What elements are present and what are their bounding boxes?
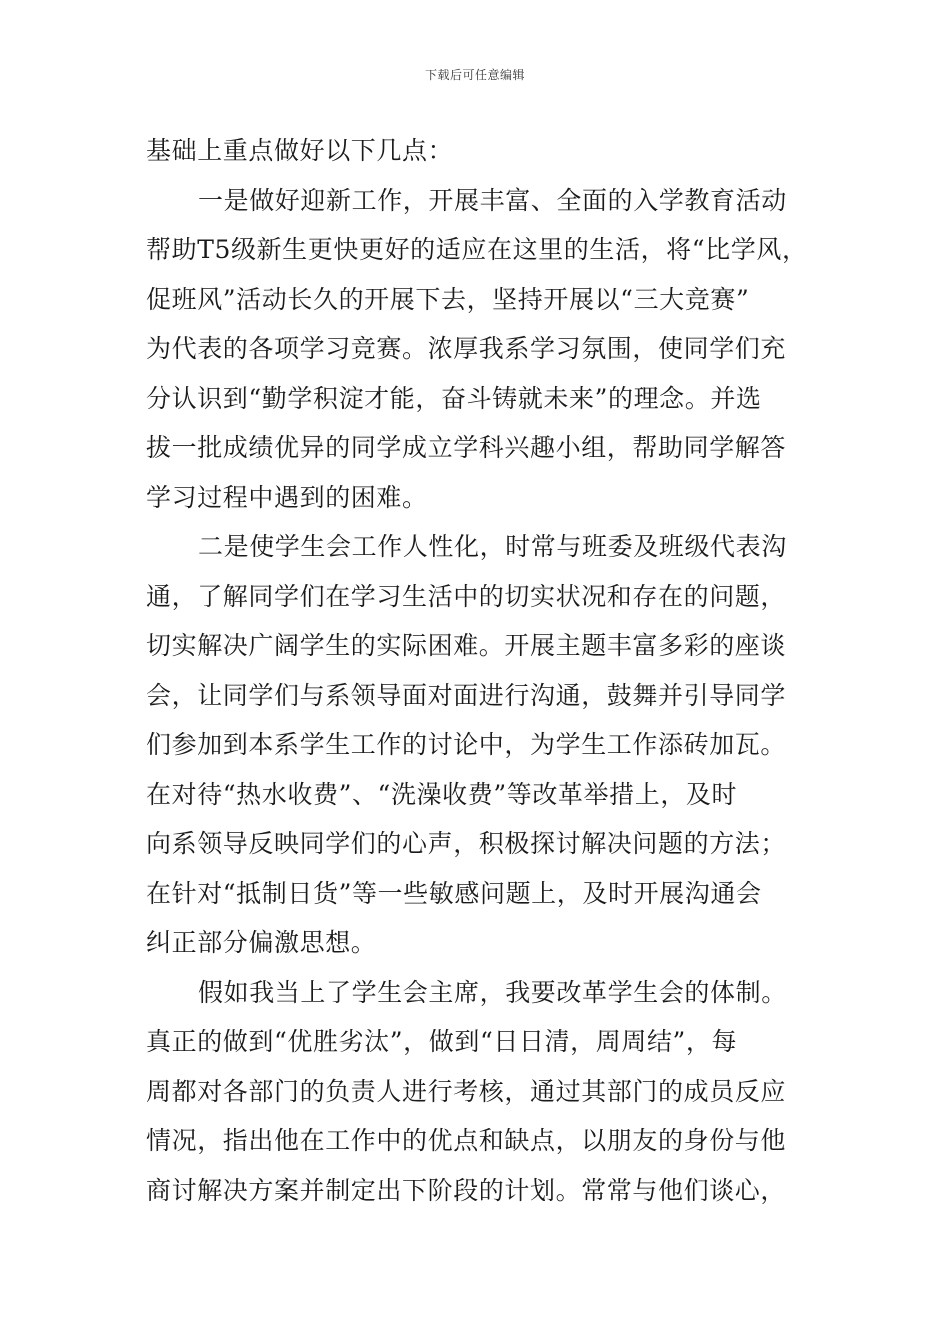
text-line: 学习过程中遇到的困难。 <box>146 482 428 512</box>
text-line: 拔一批成绩优异的同学成立学科兴趣小组，帮助同学解答 <box>146 433 787 462</box>
text-line: 促班风”活动长久的开展下去，坚持开展以“三大竞赛” <box>146 284 750 314</box>
text-line: 为代表的各项学习竞赛。浓厚我系学习氛围，使同学们充 <box>146 334 787 363</box>
header-note: 下载后可任意编辑 <box>424 68 525 82</box>
text-line: 帮助T5级新生更快更好的适应在这里的生活，将“比学风， <box>146 235 808 264</box>
text-line: 周都对各部门的负责人进行考核，通过其部门的成员反应 <box>146 1076 787 1106</box>
text-line: 纠正部分偏激思想。 <box>146 928 377 957</box>
text-line: 情况，指出他在工作中的优点和缺点，以朋友的身份与他 <box>146 1126 787 1155</box>
text-line: 在针对“抵制日货”等一些敏感问题上，及时开展沟通会 <box>146 878 762 908</box>
text-line: 在对待“热水收费”、“洗澡收费”等改革举措上，及时 <box>146 779 738 809</box>
body-text <box>146 126 826 1215</box>
text-line: 商讨解决方案并制定出下阶段的计划。常常与他们谈心， <box>146 1175 787 1205</box>
text-line: 假如我当上了学生会主席，我要改革学生会的体制。 <box>198 977 787 1007</box>
text-line: 一是做好迎新工作，开展丰富、全面的入学教育活动 <box>198 185 787 215</box>
text-line: 切实解决广阔学生的实际困难。开展主题丰富多彩的座谈 <box>146 631 787 660</box>
text-line: 会，让同学们与系领导面对面进行沟通，鼓舞并引导同学 <box>146 680 787 710</box>
text-line: 通，了解同学们在学习生活中的切实状况和存在的问题， <box>146 581 787 611</box>
text-line: 们参加到本系学生工作的讨论中，为学生工作添砖加瓦。 <box>146 730 787 759</box>
text-line: 真正的做到“优胜劣汰”，做到“日日清，周周结”，每 <box>146 1027 738 1056</box>
text-line: 基础上重点做好以下几点： <box>146 136 454 165</box>
text-line: 二是使学生会工作人性化，时常与班委及班级代表沟 <box>198 532 787 561</box>
text-line: 向系领导反映同学们的心声，积极探讨解决问题的方法； <box>146 829 787 858</box>
text-line: 分认识到“勤学积淀才能，奋斗铸就未来”的理念。并选 <box>146 383 762 413</box>
